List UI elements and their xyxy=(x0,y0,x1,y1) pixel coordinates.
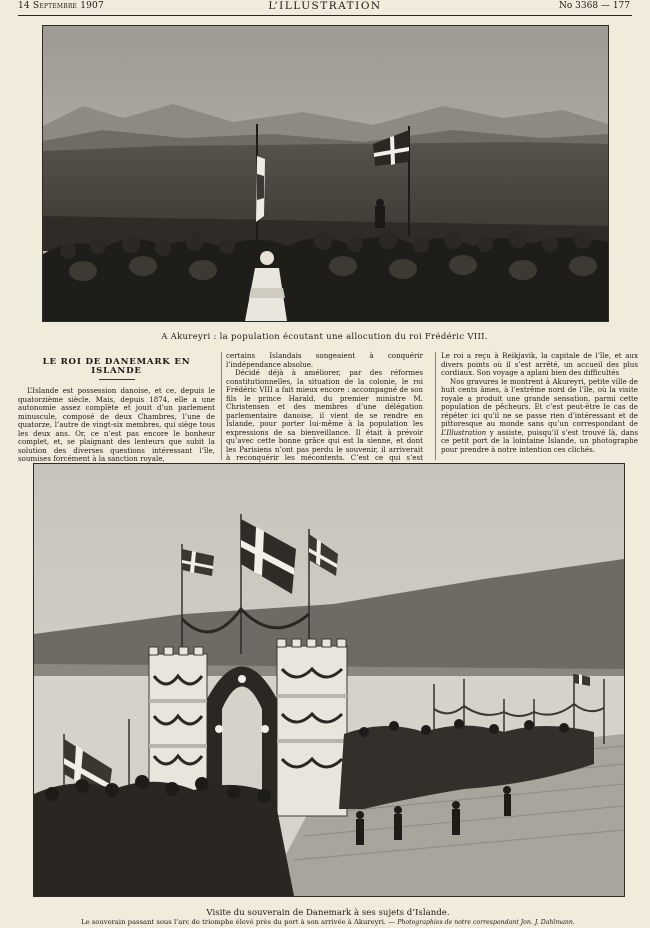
heading-rule xyxy=(99,379,135,380)
magazine-name-italic: L’Illustration xyxy=(441,427,487,437)
top-photo-caption: A Akureyri : la population écoutant une allocution du roi Frédéric VIII. xyxy=(161,332,488,342)
article-heading: LE ROI DE DANEMARK EN ISLANDE xyxy=(42,357,191,376)
page-number xyxy=(559,1,630,11)
issue-date: 14 Septembre 1907 xyxy=(18,1,104,11)
page-num-value: — 177 xyxy=(600,1,630,11)
photo-crowd-akureyri xyxy=(42,25,609,322)
column-divider xyxy=(221,352,222,460)
photo-triumphal-arch xyxy=(33,463,625,897)
article-paragraph: Nos gravures le montrent à Akureyri, petite ville de huit cents âmes, à l’extrême nord de l’île, où la visite royale a produit une grande sensation, parmi cette population de pêcheurs. Et c’est peut-être le cas de répéter ici qu’il ne se passe rien d’intéressant et de pittoresque au monde sans qu’un correspondant de L’Illustration y assiste, puisqu’il s’est trouvé là, dans ce petit port de la lointaine Islande, un photographe pour prendre à notre intention ces clichés. xyxy=(441,376,638,454)
header-rule xyxy=(18,15,632,16)
article-column-2 xyxy=(226,352,423,471)
bottom-photo-caption: Visite du souverain de Danemark à ses sujets d’Islande. xyxy=(206,908,450,918)
article-column-3 xyxy=(441,352,638,454)
article-paragraph: Décidé déjà à améliorer, par des réformes constitutionnelles, la situation de la colonie, le roi Frédéric VIII a fait mieux encore : accompagné de son fils le prince Harald, du premier ministre M. Christensen et des membres d’une délégation parlementaire danoise, il vient de se rendre en Islande, pour porter lui-même à la population les expressions de sa bienveillance. Il était à prévoir qu’avec cette bonne grâce qui est la sienne, et dont les Parisiens n’ont pas perdu le souvenir, il arriverait à reconquérir les mécontents. C’est ce qui s’est xyxy=(226,368,423,462)
column-divider xyxy=(435,352,436,460)
photo-credit: Photographies de notre correspondant Jon. J. Dahlmann. xyxy=(397,919,575,926)
photo-crowd-illustration xyxy=(43,26,608,321)
article-paragraph: Le roi a reçu à Reikjavik, la capitale de l’île, et aux divers points où il s’est arrêté, un accueil des plus cordiaux. Son voyage a aplani bien des difficultés xyxy=(441,351,638,377)
article-column-1 xyxy=(18,352,215,464)
article-paragraph: L’Islande est possession danoise, et ce, depuis le quatorzième siècle. Mais, depuis 1874, elle a une autonomie assez complète et jouit d’un parlement minuscule, composé de deux Chambres, l’une de quatorze, l’autre de vingt-six membres, qui siège tous les deux ans. Or, ce n’est pas encore le bonheur complet, et, se plaignant des lenteurs que subit la solution des diverses questions intéressant l’île, soumises forcément à la sanction royale, xyxy=(18,386,215,463)
issue-number: No 3368 xyxy=(559,1,599,11)
bottom-photo-subcaption: Le souverain passant sous l’arc de triomphe élevé près du port à son arrivée à Akureyri. — Photographies de notre correspondant Jon. J. Dahlmann. xyxy=(81,918,575,926)
page-header xyxy=(18,1,632,15)
article-paragraph: certains Islandais songeaient à conquérir l’indépendance absolue. xyxy=(226,351,423,369)
magazine-title: L’ILLUSTRATION xyxy=(268,0,382,12)
photo-arch-illustration xyxy=(34,464,624,896)
